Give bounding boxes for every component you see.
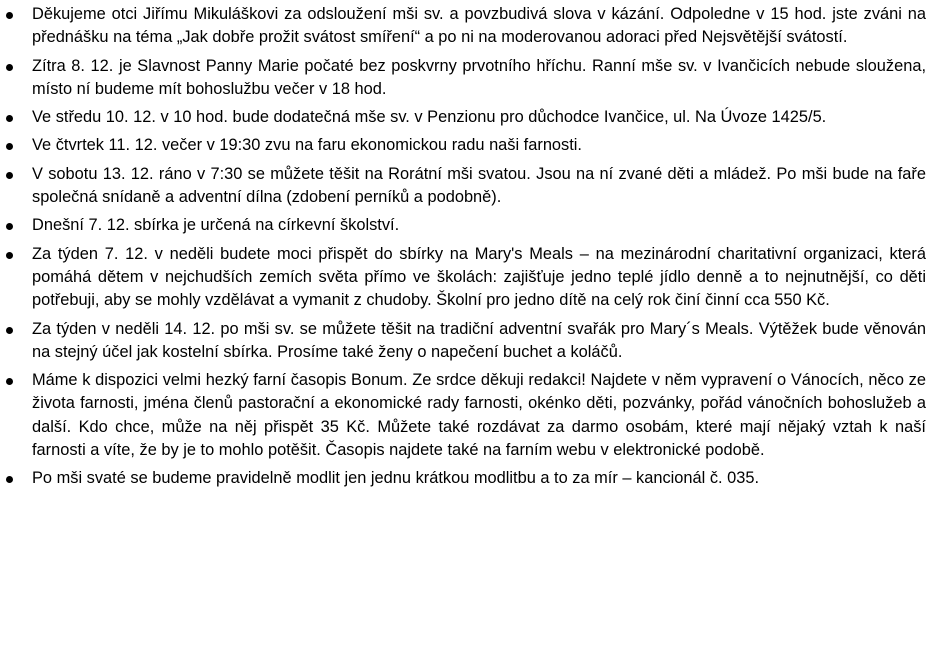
bullet-icon [6, 115, 13, 122]
bullet-icon [6, 143, 13, 150]
list-item [0, 214, 926, 237]
announcement-text: Po mši svaté se budeme pravidelně modlit jen jednu krátkou modlitbu a to za mír – kancionál č. 035. [32, 469, 760, 488]
list-item [0, 3, 926, 50]
bullet-icon [6, 172, 13, 179]
bullet-icon [6, 327, 13, 334]
announcement-text: Ve čtvrtek 11. 12. večer v 19:30 zvu na faru ekonomickou radu naši farnosti. [32, 136, 582, 155]
announcement-text: Děkujeme otci Jiřímu Mikuláškovi za odsloužení mši sv. a povzbudivá slova v kázání. Odpoledne v 15 hod. jste zváni na přednášku na téma „Jak dobře prožit svátost smíření“ a po ni na moderovanou adoraci před Nejsvětější svátostí. [32, 5, 926, 47]
list-item [0, 467, 926, 490]
list-item [0, 163, 926, 210]
announcement-text: Zítra 8. 12. je Slavnost Panny Marie počaté bez poskvrny prvotního hříchu. Ranní mše sv. v Ivančicích nebude sloužena, místo ní budeme mít bohoslužbu večer v 18 hod. [32, 56, 926, 98]
announcement-list [0, 3, 926, 491]
announcement-text: Dnešní 7. 12. sbírka je určená na církevní školství. [32, 216, 400, 235]
announcement-text: Máme k dispozici velmi hezký farní časopis Bonum. Ze srdce děkuji redakci! Najdete v něm vypravení o Vánocích, něco ze života farnosti, jména členů pastorační a ekonomické rady farnosti, okénko děti, pozvánky, pořád vánočních bohoslužeb a další. Kdo chce, může na něj přispět 35 Kč. Můžete také rozdávat za darmo osobám, které mají nějaký vztah k naší farnosti a víte, že by je to mohlo potěšit. Časopis najdete také na farním webu v elektronické podobě. [32, 371, 926, 460]
bullet-icon [6, 64, 13, 71]
announcement-text: Za týden 7. 12. v neděli budete moci přispět do sbírky na Mary's Meals – na mezinárodní charitativní organizaci, která pomáhá dětem v nejchudších zemích světa přímo ve školách: zajišťuje jedno teplé jídlo denně a to nejnutnější, co děti potřebuji, aby se mohly vzdělávat a vymanit z chudoby. Školní pro jedno dítě na celý rok činí činní cca 550 Kč. [32, 244, 926, 310]
bullet-icon [6, 223, 13, 230]
announcement-text: Za týden v neděli 14. 12. po mši sv. se můžete těšit na tradiční adventní svařák pro Mary´s Meals. Výtěžek bude věnován na stejný účel jak kostelní sbírka. Prosíme také ženy o napečení buchet a koláčů. [32, 319, 926, 361]
announcement-text: V sobotu 13. 12. ráno v 7:30 se můžete těšit na Rorátní mši svatou. Jsou na ní zvané děti a mládež. Po mši bude na faře společná snídaně a adventní dílna (zdobení perníků a podobně). [32, 164, 926, 207]
bullet-icon [6, 476, 13, 483]
list-item [0, 318, 926, 365]
bullet-icon [6, 252, 13, 259]
bullet-icon [6, 12, 13, 19]
list-item [0, 243, 926, 313]
list-item [0, 369, 926, 462]
bullet-icon [6, 378, 13, 385]
announcement-text: Ve středu 10. 12. v 10 hod. bude dodatečná mše sv. v Penzionu pro důchodce Ivančice, ul. Na Úvoze 1425/5. [32, 108, 827, 127]
list-item [0, 134, 926, 157]
list-item [0, 106, 926, 129]
list-item [0, 55, 926, 102]
